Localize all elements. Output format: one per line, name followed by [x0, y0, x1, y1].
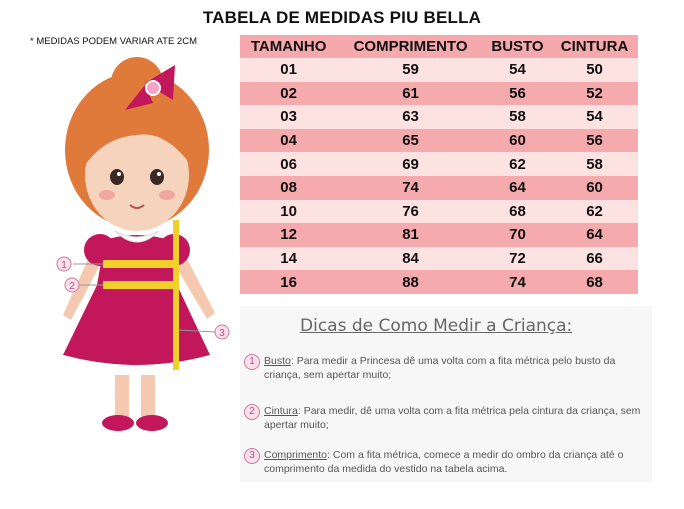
- table-cell-tamanho: 06: [240, 152, 337, 176]
- table-cell-tamanho: 02: [240, 82, 337, 106]
- table-cell-busto: 72: [484, 247, 551, 271]
- tip-number: 2: [244, 404, 260, 420]
- table-cell-busto: 62: [484, 152, 551, 176]
- table-cell-busto: 70: [484, 223, 551, 247]
- tip-number: 1: [244, 354, 260, 370]
- table-cell-cintura: 52: [551, 82, 638, 106]
- tip-text: : Para medir, dê uma volta com a fita métrica pela cintura da criança, sem apertar muito;: [264, 405, 641, 431]
- table-cell-tamanho: 16: [240, 270, 337, 294]
- table-row: [240, 270, 638, 294]
- tip-busto: [244, 354, 654, 382]
- table-row: [240, 82, 638, 106]
- table-row: [240, 176, 638, 200]
- tip-comprimento: [244, 448, 654, 476]
- tips-title: Dicas de Como Medir a Criança:: [300, 316, 573, 336]
- table-cell-tamanho: 14: [240, 247, 337, 271]
- table-cell-tamanho: 03: [240, 105, 337, 129]
- table-cell-busto: 74: [484, 270, 551, 294]
- girl-measurement-illustration: [45, 55, 245, 445]
- svg-text:3: 3: [219, 328, 225, 339]
- table-cell-cintura: 54: [551, 105, 638, 129]
- table-cell-comprimento: 61: [337, 82, 484, 106]
- table-cell-cintura: 64: [551, 223, 638, 247]
- marker-3: [215, 325, 229, 339]
- table-cell-tamanho: 12: [240, 223, 337, 247]
- table-row: [240, 129, 638, 153]
- table-cell-cintura: 66: [551, 247, 638, 271]
- table-cell-busto: 54: [484, 58, 551, 82]
- marker-1: [57, 257, 71, 271]
- table-body: [240, 58, 638, 294]
- marker-2: [65, 278, 79, 292]
- table-row: [240, 105, 638, 129]
- table-cell-cintura: 58: [551, 152, 638, 176]
- table-cell-comprimento: 63: [337, 105, 484, 129]
- table-row: [240, 200, 638, 224]
- table-cell-comprimento: 74: [337, 176, 484, 200]
- size-table: [240, 35, 638, 294]
- tip-label: Cintura: [264, 405, 298, 417]
- table-cell-cintura: 62: [551, 200, 638, 224]
- tip-cintura: [244, 404, 654, 432]
- table-cell-busto: 58: [484, 105, 551, 129]
- tip-number: 3: [244, 448, 260, 464]
- table-row: [240, 247, 638, 271]
- header-comprimento: COMPRIMENTO: [337, 35, 484, 58]
- table-cell-cintura: 50: [551, 58, 638, 82]
- tip-label: Busto: [264, 355, 291, 367]
- header-cintura: CINTURA: [551, 35, 638, 58]
- table-cell-tamanho: 04: [240, 129, 337, 153]
- table-cell-busto: 68: [484, 200, 551, 224]
- header-tamanho: TAMANHO: [240, 35, 337, 58]
- table-cell-busto: 64: [484, 176, 551, 200]
- variation-note: * MEDIDAS PODEM VARIAR ATE 2CM: [30, 36, 197, 47]
- table-cell-comprimento: 76: [337, 200, 484, 224]
- table-cell-comprimento: 65: [337, 129, 484, 153]
- table-row: [240, 152, 638, 176]
- table-cell-tamanho: 08: [240, 176, 337, 200]
- tip-text: : Com a fita métrica, comece a medir do ombro da criança até o comprimento da medida do vestido na tabela acima.: [264, 449, 624, 475]
- table-cell-cintura: 68: [551, 270, 638, 294]
- svg-text:1: 1: [61, 260, 67, 271]
- tip-label: Comprimento: [264, 449, 328, 461]
- table-row: [240, 223, 638, 247]
- table-cell-busto: 56: [484, 82, 551, 106]
- measuring-tips-panel: [240, 306, 652, 482]
- table-cell-cintura: 60: [551, 176, 638, 200]
- table-cell-cintura: 56: [551, 129, 638, 153]
- header-busto: BUSTO: [484, 35, 551, 58]
- tip-text: : Para medir a Princesa dê uma volta com a fita métrica pelo busto da criança, sem apertar muito;: [264, 355, 616, 381]
- table-cell-tamanho: 10: [240, 200, 337, 224]
- table-header-row: [240, 35, 638, 58]
- table-cell-tamanho: 01: [240, 58, 337, 82]
- table-cell-comprimento: 59: [337, 58, 484, 82]
- table-cell-comprimento: 81: [337, 223, 484, 247]
- table-row: [240, 58, 638, 82]
- table-cell-comprimento: 88: [337, 270, 484, 294]
- table-cell-busto: 60: [484, 129, 551, 153]
- page-title: TABELA DE MEDIDAS PIU BELLA: [202, 8, 482, 27]
- svg-text:2: 2: [69, 281, 75, 292]
- table-cell-comprimento: 84: [337, 247, 484, 271]
- table-cell-comprimento: 69: [337, 152, 484, 176]
